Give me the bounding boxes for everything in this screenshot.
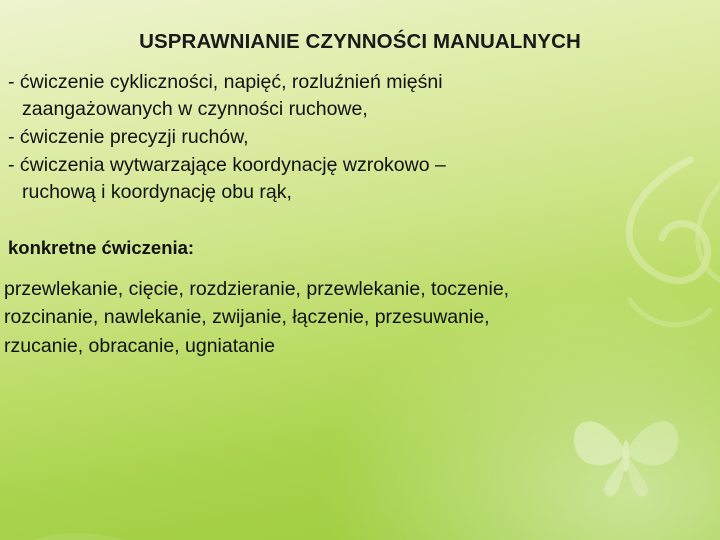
subheading: konkretne ćwiczenia:: [8, 237, 195, 259]
leaf-ornament-icon: [0, 380, 230, 540]
bullet-list: [0, 55, 720, 207]
list-item: - ćwiczenie cykliczności, napięć, rozluźnień mięśni: [8, 70, 443, 93]
paragraph: [0, 259, 720, 360]
list-item: - ćwiczenia wytwarzające koordynację wzrokowo –: [8, 153, 446, 176]
paragraph-line: przewlekanie, cięcie, rozdzieranie, przewlekanie, toczenie,: [4, 278, 510, 301]
paragraph-line: rozcinanie, nawlekanie, zwijanie, łączenie, przesuwanie,: [4, 306, 490, 329]
list-item: ruchową i koordynację obu rąk,: [22, 181, 292, 204]
paragraph-line: rzucanie, obracanie, ugniatanie: [4, 334, 276, 357]
list-item: - ćwiczenie precyzji ruchów,: [8, 125, 249, 148]
butterfly-icon: [566, 394, 686, 504]
list-item: zaangażowanych w czynności ruchowe,: [22, 98, 368, 121]
page-title: USPRAWNIANIE CZYNNOŚCI MANUALNYCH: [139, 30, 581, 53]
